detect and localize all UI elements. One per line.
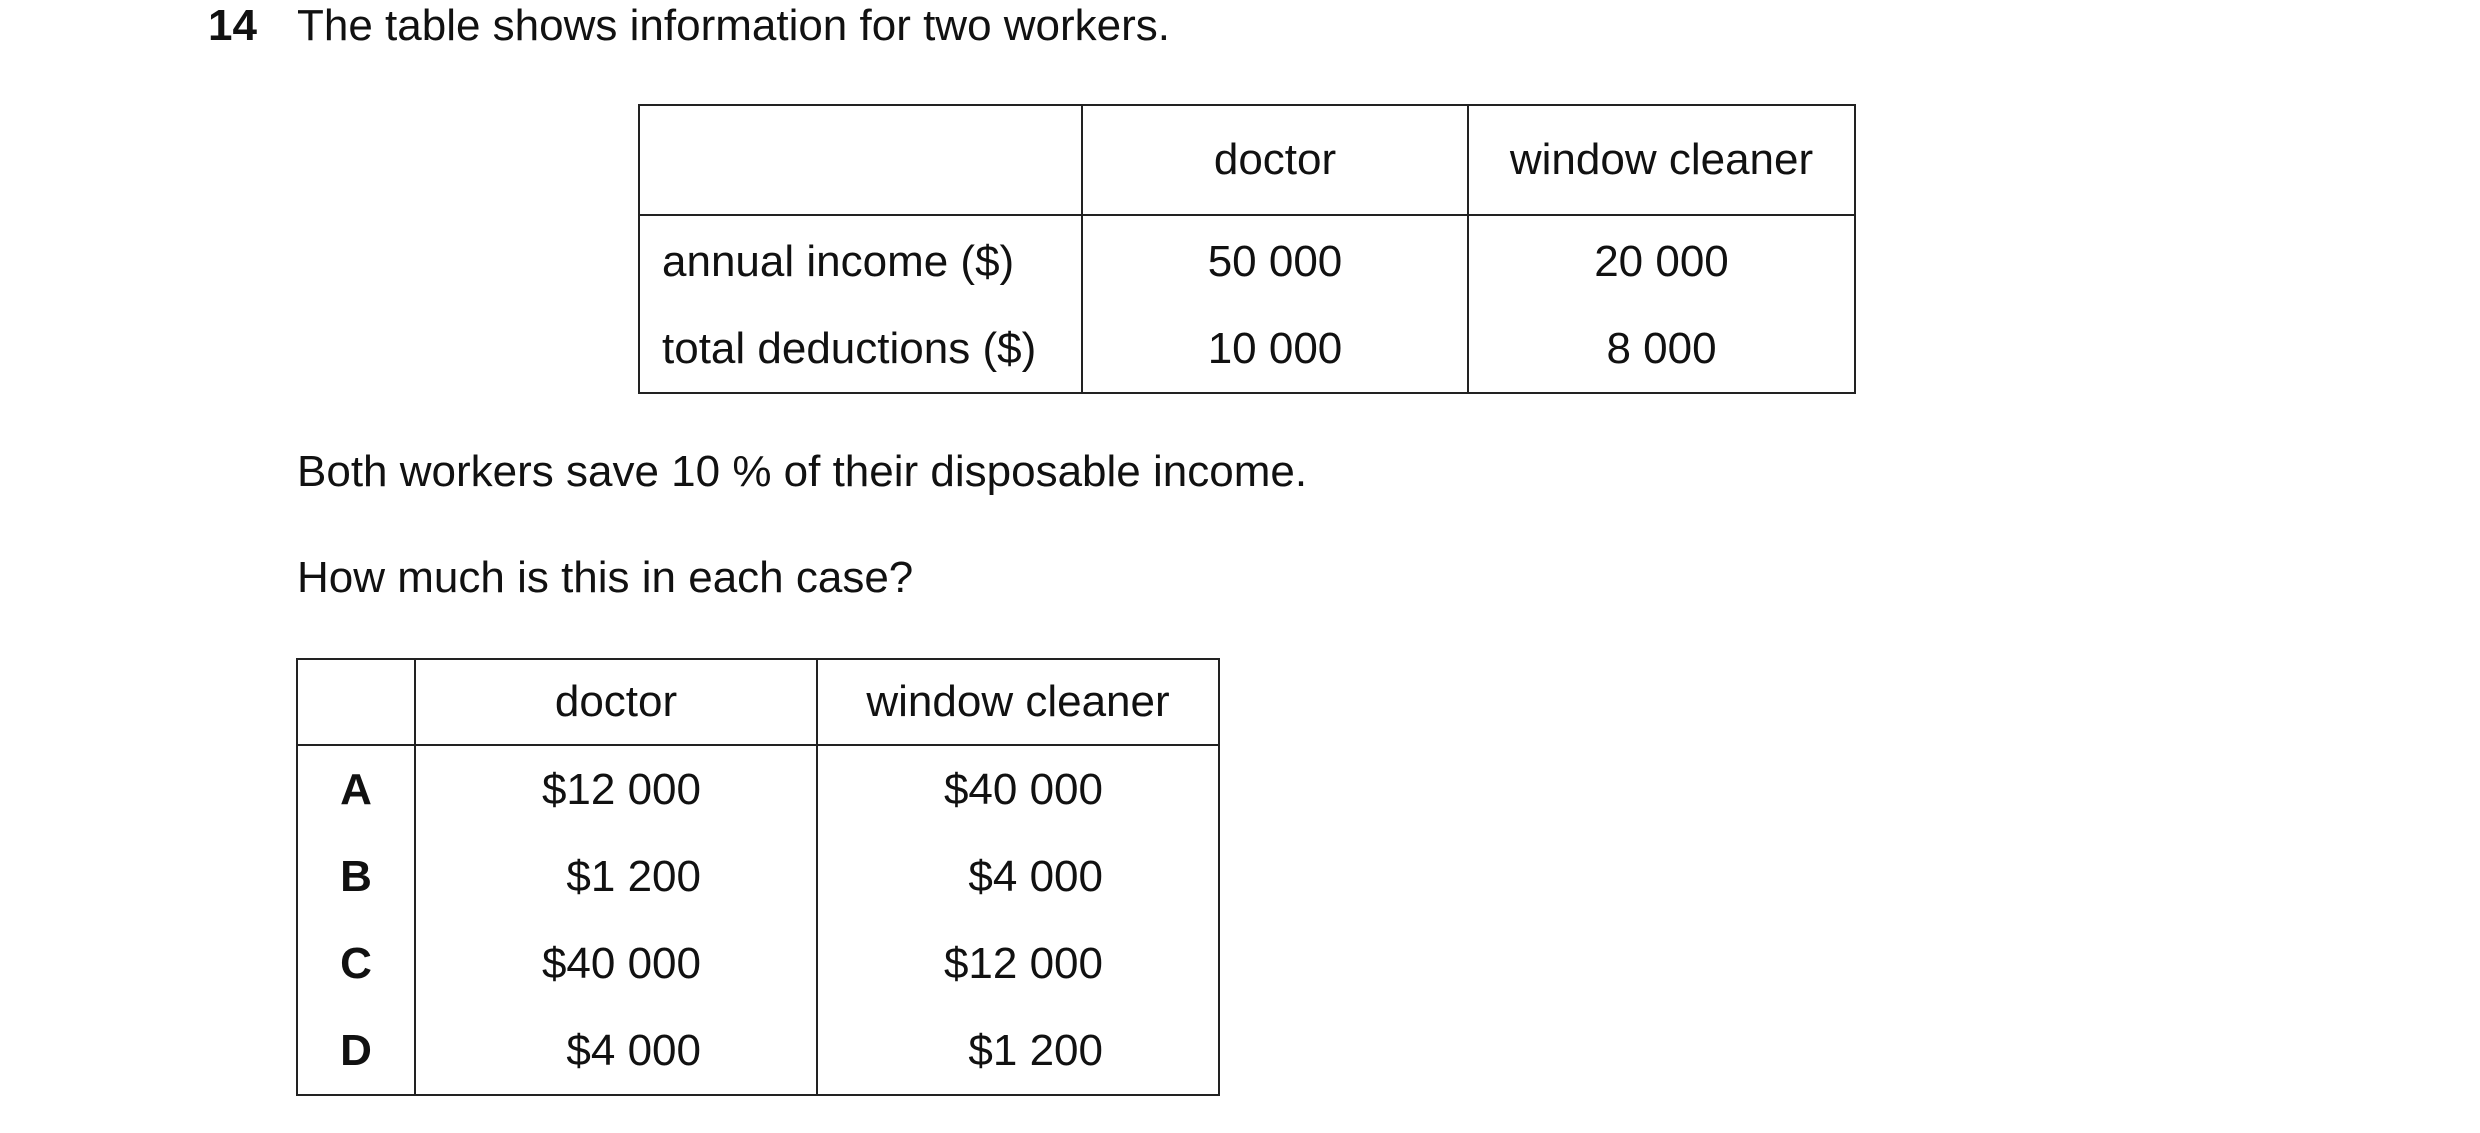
option-c-window-cleaner: $12 000 — [817, 920, 1219, 1007]
answer-option-row[interactable] — [297, 833, 1219, 920]
option-b-doctor: $1 200 — [415, 833, 817, 920]
option-a-window-cleaner: $40 000 — [817, 745, 1219, 833]
option-d-doctor: $4 000 — [415, 1007, 817, 1095]
option-letter-d: D — [297, 1007, 415, 1095]
info-header-window-cleaner: window cleaner — [1468, 105, 1855, 215]
doctor-annual-income: 50 000 — [1082, 215, 1468, 305]
question-number: 14 — [208, 1, 257, 50]
answer-option-row[interactable] — [297, 1007, 1219, 1095]
answer-options-table — [296, 658, 1220, 1096]
info-table-header-row — [639, 105, 1855, 215]
option-a-doctor: $12 000 — [415, 745, 817, 833]
option-letter-a: A — [297, 745, 415, 833]
option-c-doctor: $40 000 — [415, 920, 817, 1007]
answer-header-doctor: doctor — [415, 659, 817, 745]
row-label-total-deductions: total deductions ($) — [639, 305, 1082, 393]
info-header-empty — [639, 105, 1082, 215]
question-text: The table shows information for two workers. — [297, 1, 1171, 50]
table-row — [639, 215, 1855, 305]
table-row — [639, 305, 1855, 393]
option-letter-b: B — [297, 833, 415, 920]
info-header-doctor: doctor — [1082, 105, 1468, 215]
answer-option-row[interactable] — [297, 920, 1219, 1007]
answer-header-empty — [297, 659, 415, 745]
window-cleaner-total-deductions: 8 000 — [1468, 305, 1855, 393]
doctor-total-deductions: 10 000 — [1082, 305, 1468, 393]
row-label-annual-income: annual income ($) — [639, 215, 1082, 305]
savings-statement: Both workers save 10 % of their disposable income. — [297, 447, 1308, 496]
answer-table-header-row — [297, 659, 1219, 745]
option-b-window-cleaner: $4 000 — [817, 833, 1219, 920]
answer-header-window-cleaner: window cleaner — [817, 659, 1219, 745]
option-d-window-cleaner: $1 200 — [817, 1007, 1219, 1095]
question-prompt: How much is this in each case? — [297, 553, 914, 602]
option-letter-c: C — [297, 920, 415, 1007]
window-cleaner-annual-income: 20 000 — [1468, 215, 1855, 305]
info-table — [638, 104, 1856, 394]
answer-option-row[interactable] — [297, 745, 1219, 833]
